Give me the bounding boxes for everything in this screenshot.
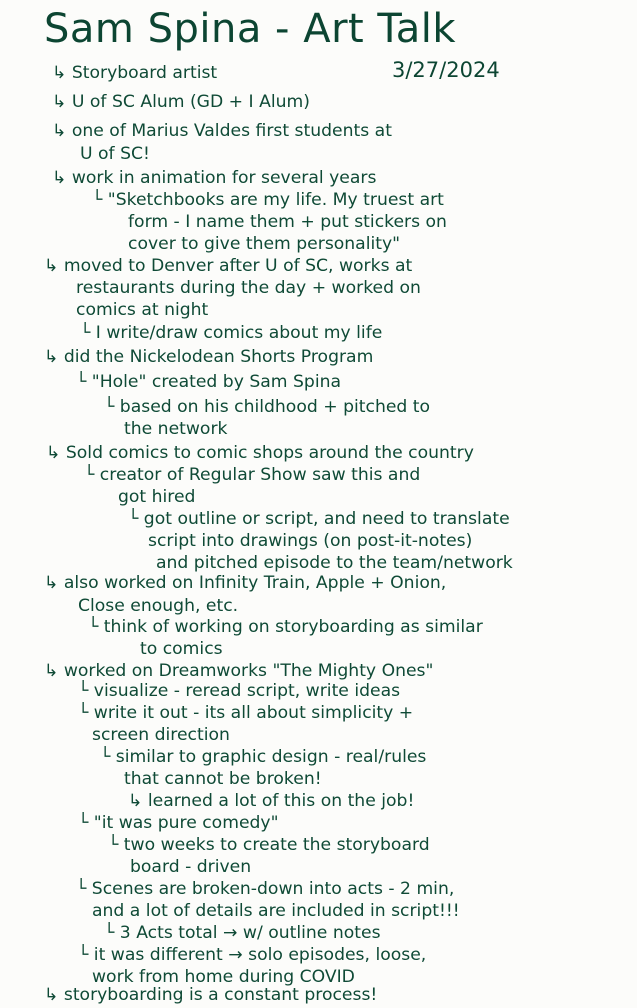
note-line: screen direction	[92, 725, 230, 745]
note-line: └ got outline or script, and need to translate	[128, 509, 510, 529]
note-line: cover to give them personality"	[128, 234, 401, 254]
note-line: ↳ Sold comics to comic shops around the country	[46, 443, 474, 463]
date: 3/27/2024	[392, 58, 500, 82]
note-line: └ two weeks to create the storyboard	[108, 835, 430, 855]
note-line: ↳ U of SC Alum (GD + I Alum)	[52, 92, 310, 112]
note-line: └ based on his childhood + pitched to	[104, 397, 431, 417]
note-line: └ "it was pure comedy"	[78, 813, 279, 833]
note-line: └ "Hole" created by Sam Spina	[76, 372, 342, 392]
note-line: and pitched episode to the team/network	[156, 553, 513, 573]
note-line: └ "Sketchbooks are my life. My truest art	[92, 190, 444, 210]
note-line: └ Scenes are broken-down into acts - 2 min,	[76, 879, 455, 899]
note-line: ↳ also worked on Infinity Train, Apple + Onion,	[44, 573, 447, 593]
note-line: form - I name them + put stickers on	[128, 212, 447, 232]
note-line: ↳ one of Marius Valdes first students at	[52, 121, 392, 141]
note-line: └ write it out - its all about simplicity +	[78, 703, 414, 723]
note-line: ↳ storyboarding is a constant process!	[44, 985, 378, 1005]
note-line: the network	[124, 419, 228, 439]
note-line: comics at night	[76, 300, 209, 320]
note-line: └ think of working on storyboarding as similar	[88, 617, 483, 637]
note-line: ↳ did the Nickelodean Shorts Program	[44, 347, 374, 367]
page-title: Sam Spina - Art Talk	[44, 6, 457, 52]
note-line: restaurants during the day + worked on	[76, 278, 421, 298]
note-line: ↳ worked on Dreamworks "The Mighty Ones"	[44, 661, 434, 681]
note-line: └ it was different → solo episodes, loose,	[78, 945, 427, 965]
note-line: └ I write/draw comics about my life	[80, 323, 383, 343]
note-line: script into drawings (on post-it-notes)	[148, 531, 473, 551]
note-line: └ 3 Acts total → w/ outline notes	[104, 923, 381, 943]
note-line: U of SC!	[80, 144, 150, 164]
note-line: ↳ work in animation for several years	[52, 168, 377, 188]
note-line: └ similar to graphic design - real/rules	[100, 747, 427, 767]
note-line: Close enough, etc.	[78, 596, 239, 616]
note-line: and a lot of details are included in script!!!	[92, 901, 460, 921]
note-line: ↳ learned a lot of this on the job!	[128, 791, 415, 811]
note-line: work from home during COVID	[92, 967, 355, 987]
note-line: ↳ moved to Denver after U of SC, works at	[44, 256, 413, 276]
note-line: └ creator of Regular Show saw this and	[84, 465, 421, 485]
note-line: that cannot be broken!	[124, 769, 322, 789]
note-line: to comics	[140, 639, 223, 659]
note-line: ↳ Storyboard artist	[52, 63, 218, 83]
note-line: got hired	[118, 487, 196, 507]
note-line: └ visualize - reread script, write ideas	[78, 681, 401, 701]
note-line: board - driven	[130, 857, 252, 877]
